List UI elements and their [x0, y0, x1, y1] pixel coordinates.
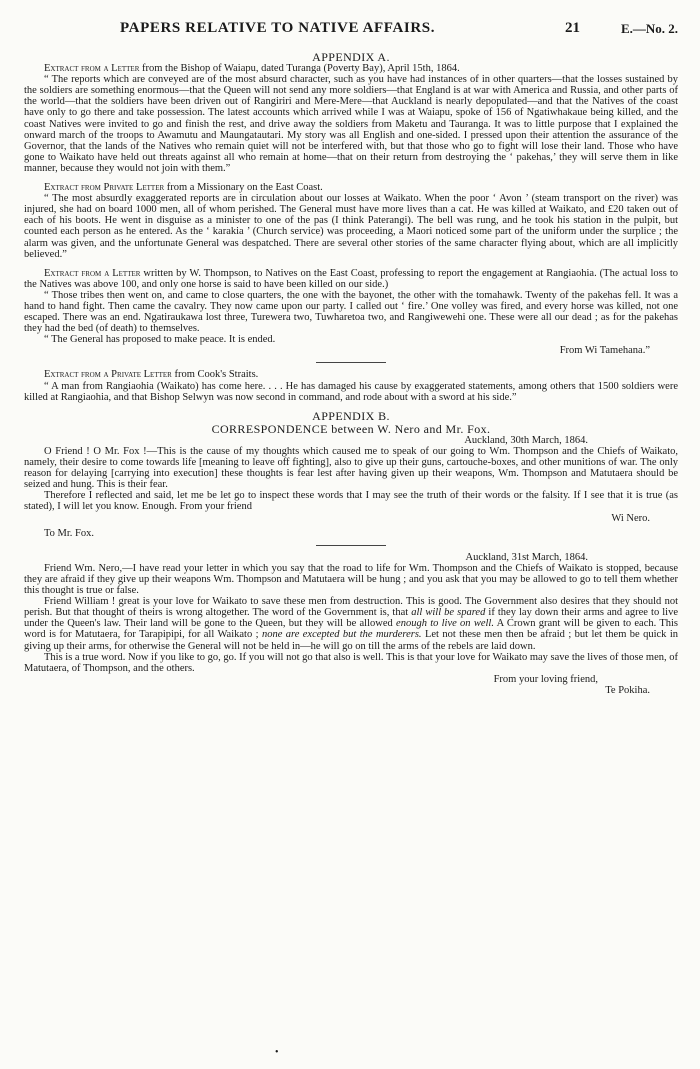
extract-2-paragraph: “ The most absurdly exaggerated reports are in circulation about our losses at Waikato. When the poor ‘ Avon ’ (steam transport on the river) was injured, she had on board 1000 men, all of whom perished. The General must have more lives than a cat. He was killed at Waikato, and £20 taken out of each of his boots. He went in disguise as a minister to one of the pas (I think Paterangi). The bell was rung, and he took his station in the pulpit, but counted each person as he entered. As the ‘ karakia ’ (Church service) was proceeding, a Maori noticed some part of the uniform under the surplice ; the alarm was given, and the unfortunate General was despatched. There are several other stories of the same character flying about, which are all implicitly believed.” — [24, 193, 678, 260]
extract-1-intro-text: from the Bishop of Waiapu, dated Turanga (Poverty Bay), April 15th, 1864. — [139, 63, 460, 75]
running-title: PAPERS RELATIVE TO NATIVE AFFAIRS. — [120, 20, 436, 36]
letter-divider — [316, 545, 386, 546]
section-divider — [316, 362, 386, 363]
extract-4-intro-text: from Cook's Straits. — [171, 369, 259, 381]
letter-2-paragraph-1: Friend Wm. Nero,—I have read your letter in which you say that the road to life for Wm. Thompson and the Chiefs of Waikato is stopped, because they are afraid if they give up their weapons Wm. Thompson and Matutaera will be hung ; and you ask that you may be allowed to go to tell them whether this thought is true or false. — [24, 562, 678, 597]
extract-1-paragraph: “ The reports which are conveyed are of the most absurd character, such as you have had instances of in other quarters—that the losses sustained by the soldiers are something enormous—that the Queen will not send any more soldiers—that England is at war with America and Russia, and other parts of the world—that the soldiers have been driven out of Rangiriri and Mere-Mere—that Auckland is nearly depopulated—and that the Natives of the coast have only to go there and take possession. The latest accounts which arrived while I was at Waiapu, spoke of 156 of Ngatiwhakaue being killed, and the coast Natives were invited to go and finish the rest, and drive away the soldiers from Maketu and Tauranga. It was to little purpose that I explained the onward march of the troops to Awamutu and Maungatautari. My story was all English and one-sided. I pressed upon their attention the assurance of the Governor, that the lands of the Natives who remain quiet will not be interfered with, but that those who go to fight will lose their land. Those who have gone to Waikato have held out threats against all who remain at home—that on their return from destroying the ‘ pakehas,’ they will serve them in like manner, because they would not join with them.” — [24, 74, 678, 174]
extract-2-label: Extract from Private Letter — [44, 182, 165, 194]
extract-4-paragraph: “ A man from Rangiaohia (Waikato) has come here. . . . He has damaged his cause by exaggerated statements, among others that 1500 soldiers were killed at Rangiaohia, and that Bishop Selwyn was now second in command, and rode about with a sword at his side.” — [24, 380, 678, 403]
letter-2-paragraph-2-part-c: A Crown grant will be given to each. This word is for Matutaera, for Tarapipipi, for all Waikato ; — [24, 618, 678, 641]
letter-1-address: To Mr. Fox. — [44, 527, 95, 539]
letter-1-paragraph-1: O Friend ! O Mr. Fox !—This is the cause of my thoughts which caused me to speak of our going to Wm. Thompson and the Chiefs of Waikato, namely, their desire to come towards life [meaning to leave off fighting], also to give up their guns, cartouche-boxes, and other munitions of war. The only reason for delaying [carrying into execution] these thoughts is fear lest after having given up their weapons, Wm. Thompson and Matutaera should be seized and hung. This is their fear. — [24, 446, 678, 491]
page-mark: • — [275, 1047, 279, 1058]
appendix-a-heading: APPENDIX A. — [312, 50, 390, 64]
extract-2-intro — [24, 182, 678, 193]
letter-1-paragraph-2: Therefore I reflected and said, let me be let go to inspect these words that I may see the truth of their words or the falsity. If I see that it is true (as stated), I will let you know. Enough. From your friend — [24, 490, 678, 513]
page-header — [0, 20, 700, 40]
extract-2-intro-text: from a Missionary on the East Coast. — [164, 182, 323, 194]
letter-2-emphasis-1: all will be spared — [411, 607, 486, 619]
extract-1-label: Extract from a Letter — [44, 63, 140, 75]
extract-3-signature: From Wi Tamehana.” — [559, 345, 650, 357]
extract-3-label: Extract from a Letter — [44, 267, 141, 279]
letter-2-paragraph-2-part-d: Let not these men then be afraid ; but let them be quick in giving up their arms, for otherwise the General will not be held in—he will go on till the arms of the rebels are laid down. — [24, 629, 678, 652]
extract-4-label: Extract from a Private Letter — [44, 369, 172, 381]
extract-4-intro — [24, 369, 678, 380]
appendix-b-subheading: CORRESPONDENCE between W. Nero and Mr. Fox. — [211, 421, 491, 436]
document-body — [24, 52, 678, 696]
letter-1-signature: Wi Nero. — [611, 512, 650, 524]
document-reference: E.—No. 2. — [621, 21, 679, 36]
letter-2-paragraph-2-part-b: if they lay down their arms and agree to live under the Queen's law. Their land will be gone to the Queen, but they will be allowed — [24, 607, 678, 630]
letter-1-dateline: Auckland, 30th March, 1864. — [464, 434, 588, 446]
letter-2-emphasis-3: none are excepted but the murderers. — [261, 629, 422, 641]
letter-2-emphasis-2: enough to live on well. — [396, 618, 494, 630]
page-number: 21 — [565, 20, 580, 36]
extract-3-intro-text: written by W. Thompson, to Natives on the East Coast, professing to report the engagement at Rangiaohia. (The actual loss to the Natives was above 100, and only one horse is said to have been killed on our side.) — [24, 267, 678, 290]
letter-2-signature: Te Pokiha. — [605, 684, 650, 696]
letter-2-paragraph-2-part-a: Friend William ! great is your love for Waikato to save these men from destruction. This is good. The Government also desires that they should not perish. But that thought of theirs is wrong altogether. The word of the Government is, that — [24, 596, 678, 619]
letter-2-paragraph-2 — [24, 596, 678, 651]
extract-1-intro — [24, 63, 678, 74]
letter-2-closing: From your loving friend, — [493, 673, 598, 685]
extract-3-paragraph-1: “ Those tribes then went on, and came to close quarters, the one with the bayonet, the other with the tomahawk. Twenty of the pakehas fell. It was a hand to hand fight. Then came the cavalry. They now came upon our party. I called out ‘ fire.’ One volley was fired, and every horse was killed, not one escaped. There was an end. Ngatiraukawa lost three, Turewera two, Tuwharetoa two, and Rangiwewehi one. These were all our dead ; as for the pakehas they had the bed (of death) to themselves. — [24, 289, 678, 335]
appendix-b-heading: APPENDIX B. — [312, 408, 390, 423]
letter-2-dateline: Auckland, 31st March, 1864. — [465, 551, 588, 563]
letter-2-paragraph-3: This is a true word. Now if you like to go, go. If you will not go that also is well. This is that your love for Waikato may save the lives of those men, of Matutaera, of Thompson, and the others. — [24, 651, 678, 674]
extract-3-paragraph-2: “ The General has proposed to make peace. It is ended. — [44, 334, 276, 346]
extract-3-intro — [24, 268, 678, 290]
